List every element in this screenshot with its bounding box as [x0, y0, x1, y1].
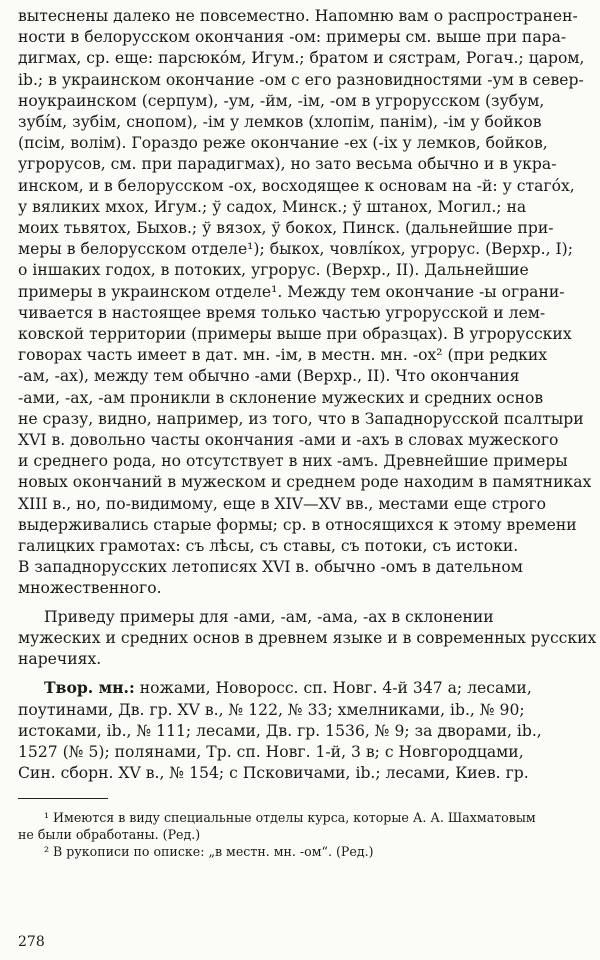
paragraph-2: [18, 607, 597, 671]
footnote-divider: [18, 798, 108, 799]
text-line: [18, 677, 582, 699]
text-line: мужеских и средних основ в древнем языке и в современных русских: [18, 628, 597, 647]
footnote-line: ¹ Имеются в виду специальные отделы курса, которые А. А. Шахматовым: [44, 810, 536, 826]
text-line: множественного.: [18, 579, 162, 598]
section-heading: Твор. мн.:: [44, 678, 135, 698]
text-line: XVI в. довольно часты окончания -ами и -ахъ в словах мужеского: [18, 431, 559, 450]
text-line: моих тьвятох, Быхов.; ў вязох, ў бокох, Пинск. (дальнейшие при-: [18, 219, 554, 238]
text-line: галицких грамотах: съ лѣсы, съ ставы, съ потоки, съ истоки.: [18, 537, 519, 556]
text-line: -ам, -ах), между тем обычно -ами (Верхр., II). Что окончания: [18, 367, 520, 386]
text-line: ковской территории (примеры выше при образцах). В угрорусских: [18, 325, 572, 344]
text-line: вытеснены далеко не повсеместно. Напомню вам о распространен-: [18, 7, 578, 25]
text-line: истоками, ib., № 111; лесами, Дв. гр. 1536, № 9; за дворами, ib.,: [18, 721, 542, 740]
footnote-line: не были обработаны. (Ред.): [18, 827, 201, 843]
text-line: у вяликих мхох, Игум.; ў садох, Минск.; ў штанох, Могил.; на: [18, 197, 527, 216]
text-line: -ами, -ах, -ам проникли в склонение мужеских и средних основ: [18, 388, 544, 407]
text-span: ножами, Новоросс. сп. Новг. 4-й 347 а; лесами,: [134, 679, 532, 698]
paragraph-1: [18, 6, 592, 600]
footnotes: [18, 809, 582, 860]
text-line: меры в белорусском отделе¹); быкох, човлі́кох, угрорус. (Верхр., I);: [18, 240, 573, 259]
text-line: чивается в настоящее время только частью угрорусской и лем-: [18, 303, 546, 322]
text-line: поутинами, Дв. гр. XV в., № 122, № 33; хмелниками, ib., № 90;: [18, 700, 525, 719]
footnote-line: ² В рукописи по описке: „в местн. мн. -ом“. (Ред.): [44, 844, 374, 860]
text-line: не сразу, видно, например, из того, что в Западнорусской псалтыри: [18, 409, 584, 428]
text-line: ноукраинском (серпум), -ум, -йм, -ім, -ом в угрорусском (зубум,: [18, 91, 545, 110]
text-line: Син. сборн. XV в., № 154; с Псковичами, ib.; лесами, Киев. гр.: [18, 764, 529, 783]
text-line: выдерживались старые формы; ср. в относящихся к этому времени: [18, 515, 577, 534]
text-line: XIII в., но, по-видимому, еще в XIV—XV вв., местами еще строго: [18, 494, 547, 513]
text-line: Приведу примеры для -ами, -ам, -ама, -ах в склонении: [44, 607, 494, 626]
paragraph-gap: [18, 670, 582, 677]
page-number: 278: [18, 934, 45, 950]
text-line: В западнорусских летописях XVI в. обычно -омъ в дательном: [18, 558, 523, 577]
text-line: и среднего рода, но отсутствует в них -амъ. Древнейшие примеры: [18, 452, 568, 471]
text-line: 1527 (№ 5); полянами, Тр. сп. Новг. 1-й, 3 в; с Новгородцами,: [18, 742, 524, 761]
text-line: ности в белорусском окончания -ом: примеры см. выше при пара-: [18, 28, 567, 47]
text-line: наречиях.: [18, 650, 102, 669]
text-line: о іншаких годох, в потоких, угрорус. (Верхр., II). Дальнейшие: [18, 261, 529, 280]
text-line: зубі́м, зубім, снопом), -ім у лемков (хлопім, панім), -ім у бойков: [18, 113, 542, 132]
text-line: дигмах, ср. еще: парсюко́м, Игум.; братом и сястрам, Рогач.; царом,: [18, 49, 585, 68]
paragraph-3: [18, 677, 582, 784]
text-line: угрорусов, см. при парадигмах), но зато весьма обычно и в укра-: [18, 155, 557, 174]
paragraph-gap: [18, 600, 582, 607]
text-line: новых окончаний в мужеском и среднем роде находим в памятниках: [18, 473, 592, 492]
text-line: инском, и в белорусском -ох, восходящее к основам на -й: у стагóх,: [18, 176, 575, 195]
text-line: говорах часть имеет в дат. мн. -ім, в местн. мн. -ох² (при редких: [18, 346, 548, 365]
text-line: ib.; в украинском окончание -ом с его разновидностями -ум в север-: [18, 70, 584, 89]
text-line: примеры в украинском отделе¹. Между тем окончание -ы ограни-: [18, 282, 565, 301]
text-line: (псім, волім). Гораздо реже окончание -ех (-іх у лемков, бойков,: [18, 134, 548, 153]
